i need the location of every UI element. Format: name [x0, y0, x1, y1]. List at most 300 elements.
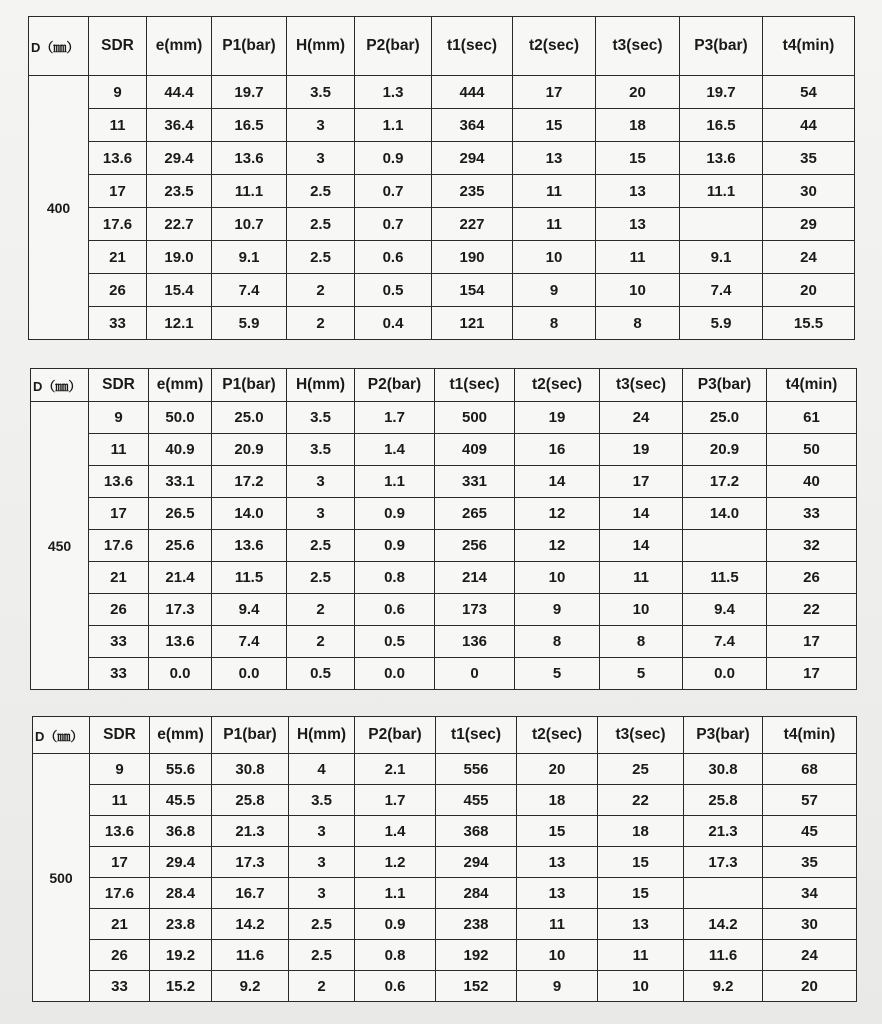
- cell-e: 19.2: [150, 940, 212, 971]
- cell-p3: 9.2: [684, 971, 763, 1002]
- cell-h: 2.5: [289, 940, 355, 971]
- cell-sdr: 21: [90, 909, 150, 940]
- cell-t4: 35: [763, 142, 855, 175]
- cell-p1: 21.3: [212, 816, 289, 847]
- header-p2: P2(bar): [355, 17, 432, 76]
- cell-t1: 173: [435, 594, 515, 626]
- cell-p1: 25.0: [212, 402, 287, 434]
- cell-t2: 13: [517, 847, 598, 878]
- header-t2: t2(sec): [515, 369, 600, 402]
- table-row: [31, 658, 857, 690]
- cell-t1: 500: [435, 402, 515, 434]
- cell-t1: 0: [435, 658, 515, 690]
- cell-p1: 30.8: [212, 754, 289, 785]
- header-t2: t2(sec): [513, 17, 596, 76]
- cell-p1: 11.1: [212, 175, 287, 208]
- cell-p3: 13.6: [680, 142, 763, 175]
- cell-t4: 30: [763, 175, 855, 208]
- cell-e: 29.4: [147, 142, 212, 175]
- cell-t1: 154: [432, 274, 513, 307]
- cell-t4: 24: [763, 241, 855, 274]
- cell-e: 55.6: [150, 754, 212, 785]
- cell-h: 2.5: [287, 175, 355, 208]
- cell-t3: 14: [600, 498, 683, 530]
- cell-t2: 9: [517, 971, 598, 1002]
- cell-h: 2: [289, 971, 355, 1002]
- cell-t4: 17: [767, 626, 857, 658]
- cell-t3: 22: [598, 785, 684, 816]
- table-row: [29, 241, 855, 274]
- cell-t2: 12: [515, 530, 600, 562]
- cell-t2: 8: [513, 307, 596, 340]
- cell-p3: [684, 878, 763, 909]
- cell-t3: 19: [600, 434, 683, 466]
- cell-t4: 22: [767, 594, 857, 626]
- table-row: [29, 208, 855, 241]
- cell-t2: 14: [515, 466, 600, 498]
- cell-p1: 0.0: [212, 658, 287, 690]
- cell-p1: 9.1: [212, 241, 287, 274]
- header-sdr: SDR: [90, 717, 150, 754]
- header-d: D（㎜）: [33, 717, 90, 754]
- cell-sdr: 26: [90, 940, 150, 971]
- cell-sdr: 33: [90, 971, 150, 1002]
- cell-t4: 33: [767, 498, 857, 530]
- cell-h: 3.5: [287, 402, 355, 434]
- table-row: [33, 785, 857, 816]
- header-d: D（㎜）: [29, 17, 89, 76]
- cell-t4: 30: [763, 909, 857, 940]
- cell-h: 3: [289, 878, 355, 909]
- cell-e: 25.6: [149, 530, 212, 562]
- header-p2: P2(bar): [355, 369, 435, 402]
- header-p1: P1(bar): [212, 717, 289, 754]
- table-row: [29, 142, 855, 175]
- cell-p1: 11.5: [212, 562, 287, 594]
- cell-t2: 16: [515, 434, 600, 466]
- table-row: [31, 434, 857, 466]
- cell-t3: 24: [600, 402, 683, 434]
- table-row: [29, 307, 855, 340]
- table-row: [29, 109, 855, 142]
- header-t4: t4(min): [767, 369, 857, 402]
- cell-p1: 14.0: [212, 498, 287, 530]
- cell-t2: 20: [517, 754, 598, 785]
- cell-p1: 9.4: [212, 594, 287, 626]
- cell-t4: 32: [767, 530, 857, 562]
- cell-p2: 0.9: [355, 909, 436, 940]
- cell-p2: 1.4: [355, 816, 436, 847]
- cell-e: 17.3: [149, 594, 212, 626]
- cell-p2: 0.7: [355, 208, 432, 241]
- table-row: [33, 909, 857, 940]
- cell-p1: 7.4: [212, 626, 287, 658]
- cell-p2: 0.9: [355, 498, 435, 530]
- table-row: [29, 274, 855, 307]
- cell-t1: 152: [436, 971, 517, 1002]
- cell-t1: 409: [435, 434, 515, 466]
- cell-t3: 25: [598, 754, 684, 785]
- header-t4: t4(min): [763, 717, 857, 754]
- table-row: [33, 878, 857, 909]
- cell-e: 28.4: [150, 878, 212, 909]
- cell-t4: 15.5: [763, 307, 855, 340]
- cell-t4: 34: [763, 878, 857, 909]
- cell-p3: 17.2: [683, 466, 767, 498]
- header-row: [31, 369, 857, 402]
- cell-p1: 25.8: [212, 785, 289, 816]
- cell-p2: 1.7: [355, 402, 435, 434]
- cell-t1: 238: [436, 909, 517, 940]
- cell-e: 19.0: [147, 241, 212, 274]
- cell-t2: 10: [513, 241, 596, 274]
- header-sdr: SDR: [89, 369, 149, 402]
- cell-p2: 0.9: [355, 142, 432, 175]
- table-row: [31, 594, 857, 626]
- cell-sdr: 17.6: [90, 878, 150, 909]
- header-t3: t3(sec): [598, 717, 684, 754]
- cell-t3: 10: [598, 971, 684, 1002]
- cell-h: 2: [287, 274, 355, 307]
- cell-h: 2.5: [287, 241, 355, 274]
- cell-t2: 19: [515, 402, 600, 434]
- cell-sdr: 17.6: [89, 530, 149, 562]
- cell-p2: 0.6: [355, 241, 432, 274]
- cell-t2: 17: [513, 76, 596, 109]
- cell-t1: 136: [435, 626, 515, 658]
- cell-t2: 18: [517, 785, 598, 816]
- cell-p1: 16.5: [212, 109, 287, 142]
- cell-t3: 8: [600, 626, 683, 658]
- cell-sdr: 33: [89, 626, 149, 658]
- cell-h: 3: [287, 142, 355, 175]
- table-row: [31, 466, 857, 498]
- cell-t4: 57: [763, 785, 857, 816]
- cell-t4: 35: [763, 847, 857, 878]
- cell-t1: 444: [432, 76, 513, 109]
- fusion-table-400: [28, 16, 855, 340]
- cell-sdr: 11: [89, 109, 147, 142]
- cell-p1: 17.3: [212, 847, 289, 878]
- cell-p3: 11.5: [683, 562, 767, 594]
- table-row: [29, 175, 855, 208]
- cell-sdr: 17: [89, 498, 149, 530]
- cell-h: 3: [289, 847, 355, 878]
- cell-p3: 25.8: [684, 785, 763, 816]
- cell-p1: 16.7: [212, 878, 289, 909]
- cell-p1: 9.2: [212, 971, 289, 1002]
- header-t2: t2(sec): [517, 717, 598, 754]
- cell-p3: 9.1: [680, 241, 763, 274]
- cell-sdr: 9: [89, 76, 147, 109]
- cell-t2: 15: [517, 816, 598, 847]
- cell-t2: 9: [515, 594, 600, 626]
- cell-p3: 14.2: [684, 909, 763, 940]
- cell-p2: 1.1: [355, 109, 432, 142]
- cell-p3: 5.9: [680, 307, 763, 340]
- cell-t4: 44: [763, 109, 855, 142]
- header-row: [33, 717, 857, 754]
- cell-e: 29.4: [150, 847, 212, 878]
- cell-t2: 8: [515, 626, 600, 658]
- cell-sdr: 9: [89, 402, 149, 434]
- cell-p1: 7.4: [212, 274, 287, 307]
- cell-t3: 11: [600, 562, 683, 594]
- cell-p3: [683, 530, 767, 562]
- cell-t3: 15: [596, 142, 680, 175]
- header-p1: P1(bar): [212, 17, 287, 76]
- cell-t4: 54: [763, 76, 855, 109]
- cell-p3: [680, 208, 763, 241]
- cell-p3: 20.9: [683, 434, 767, 466]
- fusion-table-500: [32, 716, 857, 1002]
- table-row: [33, 847, 857, 878]
- cell-sdr: 21: [89, 562, 149, 594]
- cell-t4: 20: [763, 971, 857, 1002]
- header-p3: P3(bar): [683, 369, 767, 402]
- cell-e: 12.1: [147, 307, 212, 340]
- cell-t4: 20: [763, 274, 855, 307]
- cell-p3: 11.1: [680, 175, 763, 208]
- table-row: [29, 76, 855, 109]
- cell-h: 3: [289, 816, 355, 847]
- diameter-cell: 500: [33, 754, 90, 1002]
- cell-p2: 1.1: [355, 466, 435, 498]
- cell-p3: 19.7: [680, 76, 763, 109]
- cell-sdr: 17.6: [89, 208, 147, 241]
- header-t1: t1(sec): [432, 17, 513, 76]
- cell-p2: 1.2: [355, 847, 436, 878]
- cell-t3: 15: [598, 847, 684, 878]
- cell-h: 3.5: [289, 785, 355, 816]
- header-e: e(mm): [149, 369, 212, 402]
- table-row: [31, 626, 857, 658]
- cell-sdr: 11: [89, 434, 149, 466]
- cell-t3: 17: [600, 466, 683, 498]
- cell-sdr: 13.6: [89, 142, 147, 175]
- cell-e: 13.6: [149, 626, 212, 658]
- header-h: H(mm): [287, 369, 355, 402]
- cell-h: 2.5: [287, 530, 355, 562]
- table-row: [33, 971, 857, 1002]
- cell-t2: 13: [517, 878, 598, 909]
- cell-sdr: 9: [90, 754, 150, 785]
- cell-p3: 9.4: [683, 594, 767, 626]
- cell-p3: 30.8: [684, 754, 763, 785]
- cell-sdr: 11: [90, 785, 150, 816]
- cell-t2: 11: [513, 208, 596, 241]
- cell-t1: 192: [436, 940, 517, 971]
- cell-h: 4: [289, 754, 355, 785]
- header-d: D（㎜）: [31, 369, 89, 402]
- cell-p2: 0.8: [355, 562, 435, 594]
- cell-h: 3: [287, 466, 355, 498]
- diameter-cell: 450: [31, 402, 89, 690]
- cell-p2: 0.4: [355, 307, 432, 340]
- cell-p1: 13.6: [212, 530, 287, 562]
- header-t3: t3(sec): [600, 369, 683, 402]
- cell-e: 36.8: [150, 816, 212, 847]
- cell-t2: 9: [513, 274, 596, 307]
- cell-p2: 0.8: [355, 940, 436, 971]
- cell-e: 40.9: [149, 434, 212, 466]
- cell-t1: 294: [436, 847, 517, 878]
- cell-e: 21.4: [149, 562, 212, 594]
- cell-h: 3: [287, 109, 355, 142]
- cell-h: 2: [287, 594, 355, 626]
- cell-t1: 214: [435, 562, 515, 594]
- cell-t2: 10: [515, 562, 600, 594]
- cell-p3: 25.0: [683, 402, 767, 434]
- cell-sdr: 26: [89, 274, 147, 307]
- cell-h: 2: [287, 626, 355, 658]
- table-row: [31, 562, 857, 594]
- cell-t4: 17: [767, 658, 857, 690]
- cell-t3: 11: [596, 241, 680, 274]
- cell-t3: 10: [600, 594, 683, 626]
- cell-e: 23.8: [150, 909, 212, 940]
- cell-h: 2.5: [287, 562, 355, 594]
- cell-sdr: 13.6: [89, 466, 149, 498]
- cell-p1: 5.9: [212, 307, 287, 340]
- cell-p1: 14.2: [212, 909, 289, 940]
- cell-t4: 50: [767, 434, 857, 466]
- header-sdr: SDR: [89, 17, 147, 76]
- header-e: e(mm): [147, 17, 212, 76]
- cell-t1: 256: [435, 530, 515, 562]
- cell-e: 22.7: [147, 208, 212, 241]
- diameter-cell: 400: [29, 76, 89, 340]
- header-h: H(mm): [289, 717, 355, 754]
- header-h: H(mm): [287, 17, 355, 76]
- cell-t1: 368: [436, 816, 517, 847]
- cell-p2: 1.4: [355, 434, 435, 466]
- cell-t3: 13: [596, 175, 680, 208]
- cell-e: 44.4: [147, 76, 212, 109]
- cell-h: 2.5: [289, 909, 355, 940]
- header-t1: t1(sec): [435, 369, 515, 402]
- cell-h: 3.5: [287, 434, 355, 466]
- cell-p2: 1.1: [355, 878, 436, 909]
- cell-p3: 11.6: [684, 940, 763, 971]
- cell-t1: 121: [432, 307, 513, 340]
- table-row: [33, 816, 857, 847]
- cell-e: 33.1: [149, 466, 212, 498]
- cell-p3: 14.0: [683, 498, 767, 530]
- cell-t1: 364: [432, 109, 513, 142]
- table-row: [33, 940, 857, 971]
- cell-t1: 556: [436, 754, 517, 785]
- header-e: e(mm): [150, 717, 212, 754]
- table-row: [33, 754, 857, 785]
- table-row: [31, 498, 857, 530]
- cell-t3: 14: [600, 530, 683, 562]
- cell-t1: 265: [435, 498, 515, 530]
- cell-p2: 0.5: [355, 626, 435, 658]
- cell-h: 3.5: [287, 76, 355, 109]
- cell-p2: 0.5: [355, 274, 432, 307]
- cell-sdr: 17: [89, 175, 147, 208]
- cell-e: 50.0: [149, 402, 212, 434]
- cell-sdr: 13.6: [90, 816, 150, 847]
- cell-t4: 29: [763, 208, 855, 241]
- cell-p3: 7.4: [683, 626, 767, 658]
- cell-e: 15.4: [147, 274, 212, 307]
- cell-p2: 1.7: [355, 785, 436, 816]
- header-p2: P2(bar): [355, 717, 436, 754]
- cell-t4: 26: [767, 562, 857, 594]
- cell-e: 0.0: [149, 658, 212, 690]
- cell-t3: 8: [596, 307, 680, 340]
- cell-sdr: 26: [89, 594, 149, 626]
- cell-p1: 10.7: [212, 208, 287, 241]
- cell-p3: 17.3: [684, 847, 763, 878]
- cell-p2: 0.7: [355, 175, 432, 208]
- cell-p1: 17.2: [212, 466, 287, 498]
- cell-p2: 0.6: [355, 594, 435, 626]
- header-t3: t3(sec): [596, 17, 680, 76]
- cell-p1: 11.6: [212, 940, 289, 971]
- cell-p3: 16.5: [680, 109, 763, 142]
- cell-t2: 11: [517, 909, 598, 940]
- cell-t3: 10: [596, 274, 680, 307]
- cell-e: 15.2: [150, 971, 212, 1002]
- cell-h: 0.5: [287, 658, 355, 690]
- cell-e: 36.4: [147, 109, 212, 142]
- cell-t3: 13: [598, 909, 684, 940]
- cell-t1: 294: [432, 142, 513, 175]
- cell-t3: 11: [598, 940, 684, 971]
- cell-sdr: 17: [90, 847, 150, 878]
- header-row: [29, 17, 855, 76]
- cell-t1: 190: [432, 241, 513, 274]
- cell-t4: 40: [767, 466, 857, 498]
- cell-p2: 2.1: [355, 754, 436, 785]
- cell-e: 45.5: [150, 785, 212, 816]
- cell-e: 23.5: [147, 175, 212, 208]
- cell-p3: 0.0: [683, 658, 767, 690]
- cell-t1: 235: [432, 175, 513, 208]
- cell-sdr: 21: [89, 241, 147, 274]
- cell-t4: 61: [767, 402, 857, 434]
- cell-t1: 227: [432, 208, 513, 241]
- cell-p3: 7.4: [680, 274, 763, 307]
- header-t1: t1(sec): [436, 717, 517, 754]
- fusion-table-450: [30, 368, 857, 690]
- cell-p1: 13.6: [212, 142, 287, 175]
- cell-t2: 15: [513, 109, 596, 142]
- cell-e: 26.5: [149, 498, 212, 530]
- cell-sdr: 33: [89, 658, 149, 690]
- cell-t4: 45: [763, 816, 857, 847]
- cell-t2: 11: [513, 175, 596, 208]
- cell-t2: 10: [517, 940, 598, 971]
- cell-t3: 18: [598, 816, 684, 847]
- header-t4: t4(min): [763, 17, 855, 76]
- cell-t3: 15: [598, 878, 684, 909]
- cell-sdr: 33: [89, 307, 147, 340]
- cell-t3: 13: [596, 208, 680, 241]
- header-p3: P3(bar): [684, 717, 763, 754]
- cell-t4: 68: [763, 754, 857, 785]
- cell-h: 2.5: [287, 208, 355, 241]
- cell-p2: 1.3: [355, 76, 432, 109]
- cell-t2: 5: [515, 658, 600, 690]
- cell-t3: 5: [600, 658, 683, 690]
- cell-t1: 331: [435, 466, 515, 498]
- cell-p3: 21.3: [684, 816, 763, 847]
- cell-t1: 284: [436, 878, 517, 909]
